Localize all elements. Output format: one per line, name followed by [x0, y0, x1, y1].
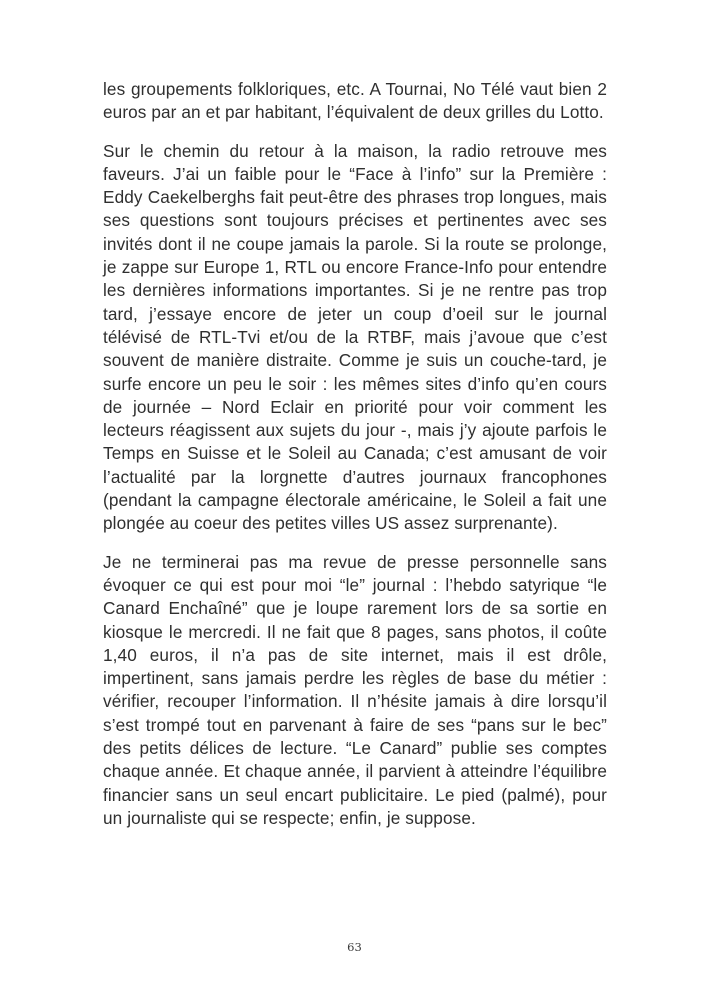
paragraph-1: les groupements folkloriques, etc. A Tournai, No Télé vaut bien 2 euros par an et par habitant, l’équivalent de deux grilles du Lotto.: [103, 79, 607, 123]
paragraph-2: Sur le chemin du retour à la maison, la radio retrouve mes faveurs. J’ai un faible pour le “Face à l’info” sur la Première : Eddy Caekelberghs fait peut-être des phrases trop longues, mais ses questions sont toujours précises et pertinentes avec ses invités dont il ne coupe jamais la parole. Si la route se prolonge, je zappe sur Europe 1, RTL ou encore France-Info pour entendre les dernières informations importantes. Si je ne rentre pas trop tard, j’essaye encore de jeter un coup d’oeil sur le journal télévisé de RTL-Tvi et/ou de la RTBF, mais j’avoue que c’est souvent de manière distraite. Comme je suis un couche-tard, je surfe encore un peu le soir : les mêmes sites d’info qu’en cours de journée – Nord Eclair en priorité pour voir comment les lecteurs réagissent aux sujets du jour -, mais j’y ajoute parfois le Temps en Suisse et le Soleil au Canada; c’est amusant de voir l’actualité par la lorgnette d’autres journaux francophones (pendant la campagne électorale américaine, le Soleil a fait une plongée au coeur des petites villes US assez surprenante).: [103, 140, 607, 534]
text-block: [103, 78, 607, 830]
page-number: 63: [347, 940, 362, 954]
paragraph-3: Je ne terminerai pas ma revue de presse personnelle sans évoquer ce qui est pour moi “le” journal : l’hebdo satyrique “le Canard Enchaîné” que je loupe rarement lors de sa sortie en kiosque le mercredi. Il ne fait que 8 pages, sans photos, il coûte 1,40 euros, il n’a pas de site internet, mais il est drôle, impertinent, sans jamais perdre les règles de base du métier : vérifier, recouper l’information. Il n’hésite jamais à dire lorsqu’il s’est trompé tout en parvenant à faire de ses “pans sur le bec” des petits délices de lecture. “Le Canard” publie ses comptes chaque année. Et chaque année, il parvient à atteindre l’équilibre financier sans un seul encart publicitaire. Le pied (palmé), pour un journaliste qui se respecte; enfin, je suppose.: [103, 551, 607, 828]
